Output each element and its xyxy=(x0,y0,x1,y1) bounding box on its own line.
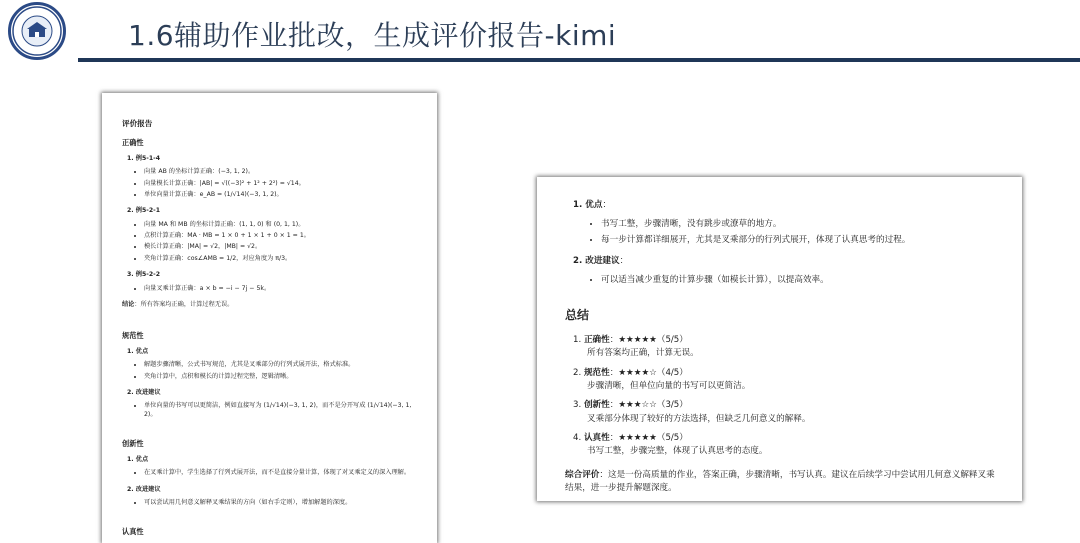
list-item: • 向量模长计算正确：|AB| = √((−3)² + 1² + 2²) = √14。 xyxy=(144,180,422,188)
example-label: 2. 例5-2-1 xyxy=(127,207,161,215)
report-page-2 xyxy=(537,177,1022,501)
list-item: • 书写工整，步骤清晰，没有跳步或潦草的地方。 xyxy=(601,218,1003,231)
list-item: • 夹角计算正确：cos∠AMB = 1/2，对应角度为 π/3。 xyxy=(144,255,422,263)
title-divider xyxy=(78,58,1080,62)
improvement-label: 2. 改进建议 xyxy=(573,255,620,266)
report-page-1 xyxy=(102,93,437,543)
sub-label: 2. 改进建议 xyxy=(127,389,161,397)
item-number: 1. xyxy=(573,335,582,346)
innovation-section xyxy=(122,439,422,507)
section-title: 规范性 xyxy=(122,331,144,341)
sub-label: 1. 优点 xyxy=(127,348,149,355)
list-item: • 向量 AB 的坐标计算正确：(−3, 1, 2)。 xyxy=(144,168,422,176)
list-item: • 点积计算正确：MA · MB = 1 × 0 + 1 × 1 + 0 × 1 = 1。 xyxy=(144,232,422,240)
list-item: • 向量 MA 和 MB 的坐标计算正确：(1, 1, 0) 和 (0, 1, 1)。 xyxy=(144,221,422,229)
slide-header xyxy=(0,0,1080,64)
criterion-desc: 步骤清晰，但单位向量的书写可以更简洁。 xyxy=(587,381,751,392)
summary-item xyxy=(573,399,1003,426)
star-rating: ：★★★☆☆（3/5） xyxy=(609,400,688,411)
summary-list xyxy=(573,334,1003,459)
conclusion xyxy=(122,301,422,309)
overall-text: ：这是一份高质量的作业，答案正确，步骤清晰，书写认真。建议在后续学习中尝试用几何意义解释叉乘结果，进一步提升解题深度。 xyxy=(565,469,995,493)
summary-title: 总结 xyxy=(565,307,590,322)
list-item: • 每一步计算都详细展开，尤其是叉乘部分的行列式展开，体现了认真思考的过程。 xyxy=(601,234,1003,247)
star-rating: ：★★★★☆（4/5） xyxy=(609,367,688,378)
advantages-label: 1. 优点 xyxy=(573,200,603,210)
section-title: 正确性 xyxy=(122,138,144,148)
summary-item xyxy=(573,367,1003,394)
list-item: • 向量叉乘计算正确：a × b = −i − 7j − 5k。 xyxy=(144,285,422,293)
criterion-name: 创新性 xyxy=(583,400,610,411)
criterion-desc: 叉乘部分体现了较好的方法选择，但缺乏几何意义的解释。 xyxy=(587,413,811,424)
criterion-desc: 所有答案均正确，计算无误。 xyxy=(587,348,699,359)
conclusion-label: 结论 xyxy=(122,300,135,308)
list-item: • 在叉乘计算中，学生选择了行列式展开法，而不是直接分量计算，体现了对叉乘定义的深入理解。 xyxy=(144,469,422,477)
overall-label: 综合评价 xyxy=(565,469,600,480)
list-item: • 解题步骤清晰，公式书写规范，尤其是叉乘部分的行列式展开法，格式标准。 xyxy=(144,361,422,369)
list-item: • 夹角计算中，点积和模长的计算过程完整，逻辑清晰。 xyxy=(144,373,422,381)
star-rating: ：★★★★★（5/5） xyxy=(609,335,688,346)
criterion-desc: 书写工整，步骤完整，体现了认真思考的态度。 xyxy=(587,446,768,457)
item-number: 3. xyxy=(573,400,582,411)
summary-item xyxy=(573,334,1003,361)
section-title: 认真性 xyxy=(122,527,144,537)
overall-evaluation xyxy=(565,469,1003,496)
star-rating: ：★★★★★（5/5） xyxy=(609,433,688,444)
sub-label: 1. 优点 xyxy=(127,455,149,463)
standard-section xyxy=(122,331,422,419)
list-item: • 单位向量计算正确：e_AB = (1/√14)(−3, 1, 2)。 xyxy=(144,191,422,199)
criterion-name: 认真性 xyxy=(583,433,610,444)
example-label: 3. 例5-2-2 xyxy=(127,271,161,279)
conclusion-text: ：所有答案均正确，计算过程无误。 xyxy=(134,300,234,308)
list-item: • 可以尝试用几何意义解释叉乘结果的方向（如右手定则），增加解题的深度。 xyxy=(144,499,422,507)
item-number: 4. xyxy=(573,433,582,444)
list-item: • 单位向量的书写可以更简洁，例如直接写为 (1/√14)(−3, 1, 2)，而不是分开写成 (1/√14)(−3, 1, 2)。 xyxy=(144,402,422,419)
list-item: • 可以适当减少重复的计算步骤（如模长计算），以提高效率。 xyxy=(601,274,1003,287)
sub-label: 2. 改进建议： xyxy=(573,255,629,266)
university-seal-logo xyxy=(8,2,66,60)
summary-item xyxy=(573,432,1003,459)
example-label: 1. 例5-1-4 xyxy=(127,154,161,162)
correctness-section xyxy=(122,138,422,309)
criterion-name: 正确性 xyxy=(583,335,610,346)
sub-label: 2. 改进建议 xyxy=(127,485,161,493)
slide-title: 1.6辅助作业批改，生成评价报告-kimi xyxy=(128,19,617,52)
list-item: • 模长计算正确：|MA| = √2，|MB| = √2。 xyxy=(144,243,422,251)
sub-label: 1. 优点： xyxy=(573,200,612,210)
section-title: 创新性 xyxy=(122,439,144,449)
report-heading: 评价报告 xyxy=(122,119,153,128)
item-number: 2. xyxy=(573,367,582,378)
criterion-name: 规范性 xyxy=(583,367,610,378)
